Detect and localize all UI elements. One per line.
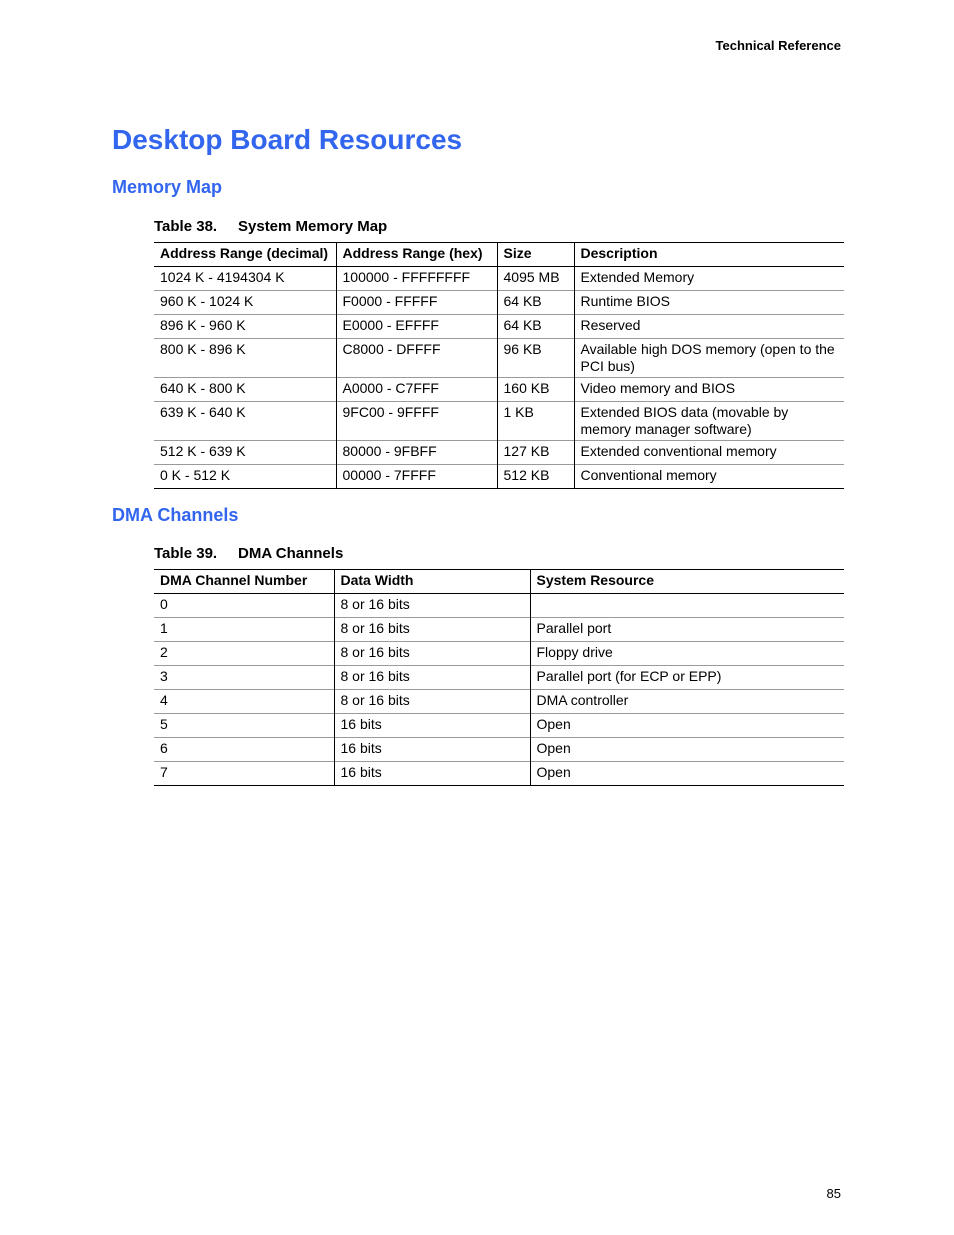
- dma-channels-caption: [154, 545, 343, 562]
- table-row: [154, 315, 844, 339]
- table-cell: 8 or 16 bits: [334, 690, 530, 714]
- table-cell: 64 KB: [497, 315, 574, 339]
- table-cell: Parallel port: [530, 618, 844, 642]
- table-cell: 896 K - 960 K: [160, 317, 246, 333]
- table-cell: Reserved: [574, 315, 844, 339]
- table-cell: 7: [160, 764, 168, 780]
- column-header: Description: [574, 243, 844, 267]
- running-header: Technical Reference: [715, 38, 841, 53]
- page-title: Desktop Board Resources: [112, 124, 463, 155]
- table-cell: Open: [530, 762, 844, 786]
- memory-map-table: [154, 242, 844, 489]
- table-row: [154, 291, 844, 315]
- memory-map-heading: Memory Map: [112, 177, 223, 197]
- table-cell: 100000 - FFFFFFFF: [336, 267, 497, 291]
- table-cell: 5: [160, 716, 168, 732]
- table-row: [154, 666, 844, 690]
- dma-channels-table: [154, 569, 844, 786]
- table-cell: 8 or 16 bits: [334, 594, 530, 618]
- table-cell: 16 bits: [334, 762, 530, 786]
- table-cell: Extended Memory: [574, 267, 844, 291]
- table-cell: 640 K - 800 K: [160, 380, 246, 396]
- column-header: System Resource: [530, 570, 844, 594]
- table-cell: 4095 MB: [497, 267, 574, 291]
- table-cell: 8 or 16 bits: [334, 666, 530, 690]
- table-cell: 800 K - 896 K: [160, 341, 246, 357]
- column-header: Address Range (decimal): [160, 245, 329, 261]
- table-row: [154, 642, 844, 666]
- memory-map-caption: [154, 218, 387, 235]
- table-header-row: [154, 570, 844, 594]
- table-cell: 16 bits: [334, 738, 530, 762]
- caption-title: DMA Channels: [238, 545, 344, 562]
- table-cell: 8 or 16 bits: [334, 618, 530, 642]
- table-cell: Floppy drive: [530, 642, 844, 666]
- table-cell: 2: [160, 644, 168, 660]
- table-cell: Extended BIOS data (movable by memory manager software): [574, 402, 844, 441]
- table-cell: 639 K - 640 K: [160, 404, 246, 420]
- table-cell: Runtime BIOS: [574, 291, 844, 315]
- table-cell: [530, 594, 844, 618]
- table-cell: Extended conventional memory: [574, 441, 844, 465]
- table-cell: 1 KB: [497, 402, 574, 441]
- table-cell: Video memory and BIOS: [574, 378, 844, 402]
- table-cell: 960 K - 1024 K: [160, 293, 254, 309]
- column-header: Data Width: [334, 570, 530, 594]
- table-cell: 512 K - 639 K: [160, 443, 246, 459]
- caption-number: Table 39.: [154, 545, 218, 562]
- table-row: [154, 465, 844, 489]
- table-row: [154, 378, 844, 402]
- table-cell: 3: [160, 668, 168, 684]
- table-cell: 127 KB: [497, 441, 574, 465]
- table-row: [154, 762, 844, 786]
- table-cell: 160 KB: [497, 378, 574, 402]
- table-row: [154, 714, 844, 738]
- table-cell: Available high DOS memory (open to the PCI bus): [574, 339, 844, 378]
- table-cell: 512 KB: [497, 465, 574, 489]
- table-cell: 8 or 16 bits: [334, 642, 530, 666]
- table-row: [154, 690, 844, 714]
- table-cell: Open: [530, 738, 844, 762]
- table-row: [154, 402, 844, 441]
- table-cell: 80000 - 9FBFF: [336, 441, 497, 465]
- table-cell: F0000 - FFFFF: [336, 291, 497, 315]
- table-cell: 1024 K - 4194304 K: [160, 269, 285, 285]
- column-header: Address Range (hex): [336, 243, 497, 267]
- column-header: DMA Channel Number: [160, 572, 308, 588]
- table-cell: 1: [160, 620, 168, 636]
- page-number: 85: [826, 1186, 841, 1201]
- table-cell: 64 KB: [497, 291, 574, 315]
- dma-channels-heading: DMA Channels: [112, 505, 239, 525]
- table-row: [154, 441, 844, 465]
- table-cell: 9FC00 - 9FFFF: [336, 402, 497, 441]
- table-cell: 00000 - 7FFFF: [336, 465, 497, 489]
- column-header: Size: [497, 243, 574, 267]
- table-row: [154, 339, 844, 378]
- table-cell: E0000 - EFFFF: [336, 315, 497, 339]
- table-row: [154, 618, 844, 642]
- table-header-row: [154, 243, 844, 267]
- table-cell: 4: [160, 692, 168, 708]
- table-cell: A0000 - C7FFF: [336, 378, 497, 402]
- table-cell: C8000 - DFFFF: [336, 339, 497, 378]
- table-cell: Open: [530, 714, 844, 738]
- table-cell: DMA controller: [530, 690, 844, 714]
- table-cell: Conventional memory: [574, 465, 844, 489]
- table-cell: 16 bits: [334, 714, 530, 738]
- table-cell: Parallel port (for ECP or EPP): [530, 666, 844, 690]
- table-cell: 96 KB: [497, 339, 574, 378]
- table-row: [154, 594, 844, 618]
- caption-title: System Memory Map: [238, 218, 388, 235]
- table-row: [154, 267, 844, 291]
- table-row: [154, 738, 844, 762]
- table-cell: 6: [160, 740, 168, 756]
- table-cell: 0: [160, 596, 168, 612]
- table-cell: 0 K - 512 K: [160, 467, 231, 483]
- caption-number: Table 38.: [154, 218, 218, 235]
